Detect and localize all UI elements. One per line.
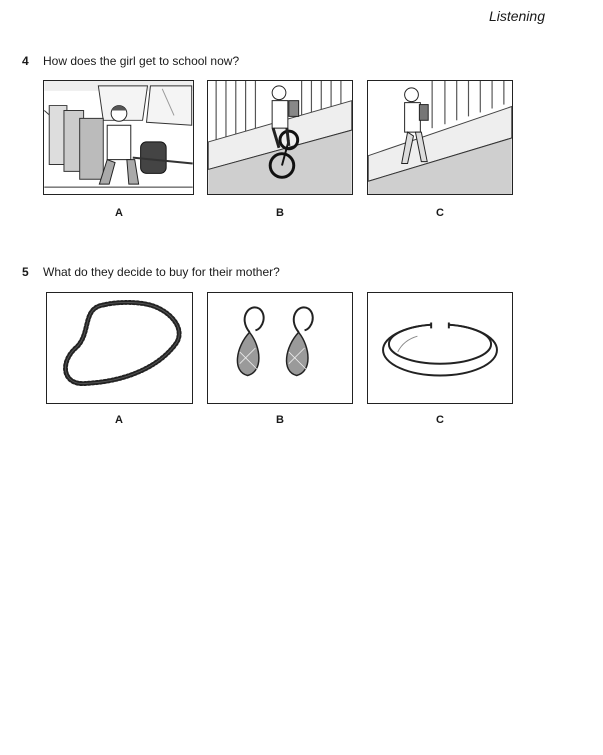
- option-picture-a[interactable]: [43, 80, 194, 195]
- question-number: 5: [22, 265, 29, 279]
- option-picture-b[interactable]: [207, 292, 353, 404]
- option-letter-b: B: [276, 414, 284, 426]
- bicycle-icon: [208, 81, 352, 194]
- question-number: 4: [22, 54, 29, 68]
- bracelet-icon: [368, 293, 512, 403]
- earrings-icon: [208, 293, 352, 403]
- option-picture-c[interactable]: [367, 80, 513, 195]
- question-text: What do they decide to buy for their mother?: [43, 265, 280, 279]
- necklace-icon: [47, 293, 192, 403]
- walking-icon: [368, 81, 512, 194]
- option-letter-b: B: [276, 207, 284, 219]
- option-letter-a: A: [115, 414, 123, 426]
- option-picture-a[interactable]: [46, 292, 193, 404]
- option-picture-c[interactable]: [367, 292, 513, 404]
- option-letter-c: C: [436, 414, 444, 426]
- option-letter-a: A: [115, 207, 123, 219]
- question-text: How does the girl get to school now?: [43, 54, 240, 68]
- bus-icon: [44, 81, 193, 194]
- option-letter-c: C: [436, 207, 444, 219]
- option-picture-b[interactable]: [207, 80, 353, 195]
- section-title: Listening: [488, 8, 545, 24]
